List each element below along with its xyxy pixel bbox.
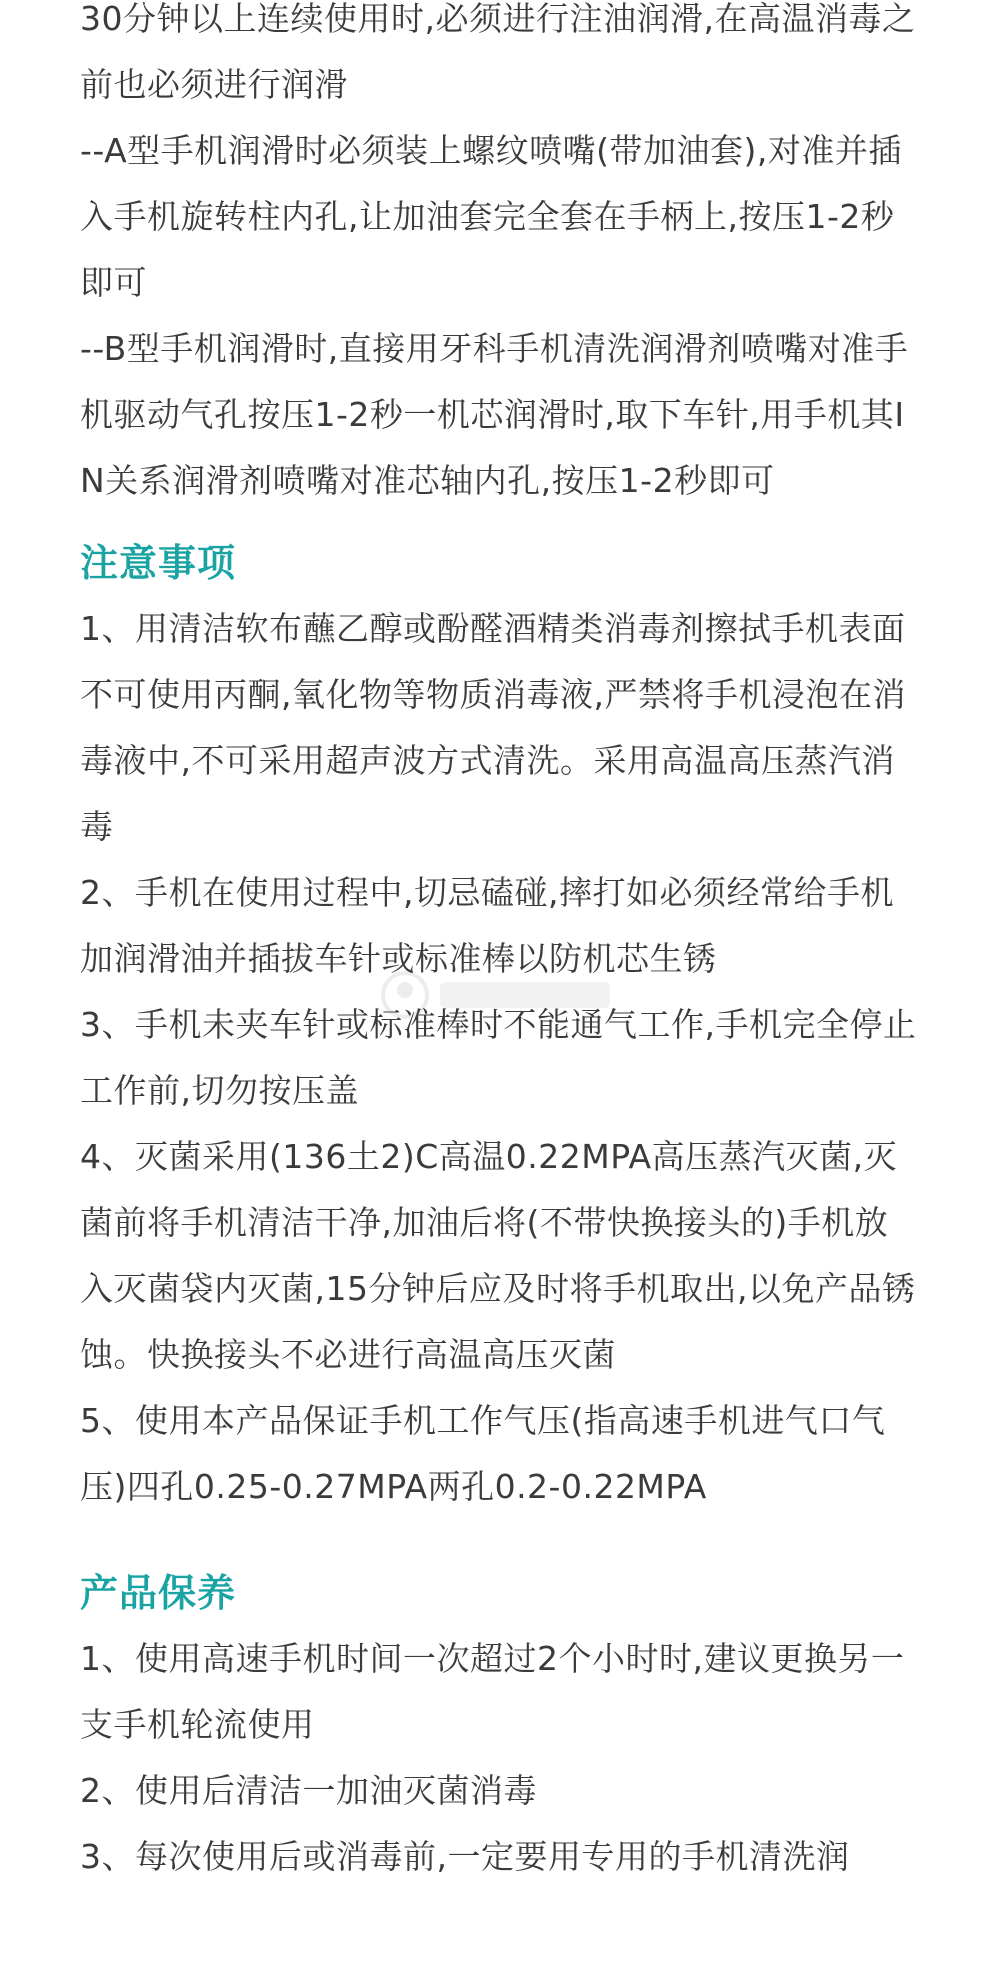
intro-paragraph-3: --B型手机润滑时,直接用牙科手机清洗润滑剂喷嘴对准手机驱动气孔按压1-2秒一机芯润滑时,取下车针,用手机其IN关系润滑剂喷嘴对准芯轴内孔,按压1-2秒即可 <box>80 329 909 500</box>
notes-item-1: 1、用清洁软布蘸乙醇或酚醛酒精类消毒剂擦拭手机表面不可使用丙酮,氧化物等物质消毒液,严禁将手机浸泡在消毒液中,不可采用超声波方式清洗。采用高温高压蒸汽消毒 <box>80 609 906 846</box>
instructions-content <box>80 0 920 1890</box>
notes-item-5: 5、使用本产品保证手机工作气压(指高速手机进气口气压)四孔0.25-0.27MPA两孔0.2-0.22MPA <box>80 1401 886 1506</box>
notes-item-4: 4、灭菌采用(136土2)C高温0.22MPA高压蒸汽灭菌,灭菌前将手机清洁干净,加油后将(不带快换接头的)手机放入灭菌袋内灭菌,15分钟后应及时将手机取出,以免产品锈蚀。快换接头不必进行高温高压灭菌 <box>80 1137 916 1374</box>
intro-paragraph-1: 30分钟以上连续使用时,必须进行注油润滑,在高温消毒之前也必须进行润滑 <box>80 0 916 104</box>
notes-heading: 注意事项 <box>80 541 237 585</box>
notes-item-2: 2、手机在使用过程中,切忌磕碰,摔打如必须经常给手机加润滑油并插拔车针或标准棒以防机芯生锈 <box>80 873 894 978</box>
care-item-2: 2、使用后清洁一加油灭菌消毒 <box>80 1771 537 1810</box>
care-item-1: 1、使用高速手机时间一次超过2个小时时,建议更换另一支手机轮流使用 <box>80 1639 905 1744</box>
notes-item-3: 3、手机未夹车针或标准棒时不能通气工作,手机完全停止工作前,切勿按压盖 <box>80 1005 917 1110</box>
care-item-3: 3、每次使用后或消毒前,一定要用专用的手机清洗润 <box>80 1837 850 1876</box>
care-heading: 产品保养 <box>80 1571 237 1615</box>
intro-paragraph-2: --A型手机润滑时必须装上螺纹喷嘴(带加油套),对准并插入手机旋转柱内孔,让加油套完全套在手柄上,按压1-2秒即可 <box>80 131 902 302</box>
